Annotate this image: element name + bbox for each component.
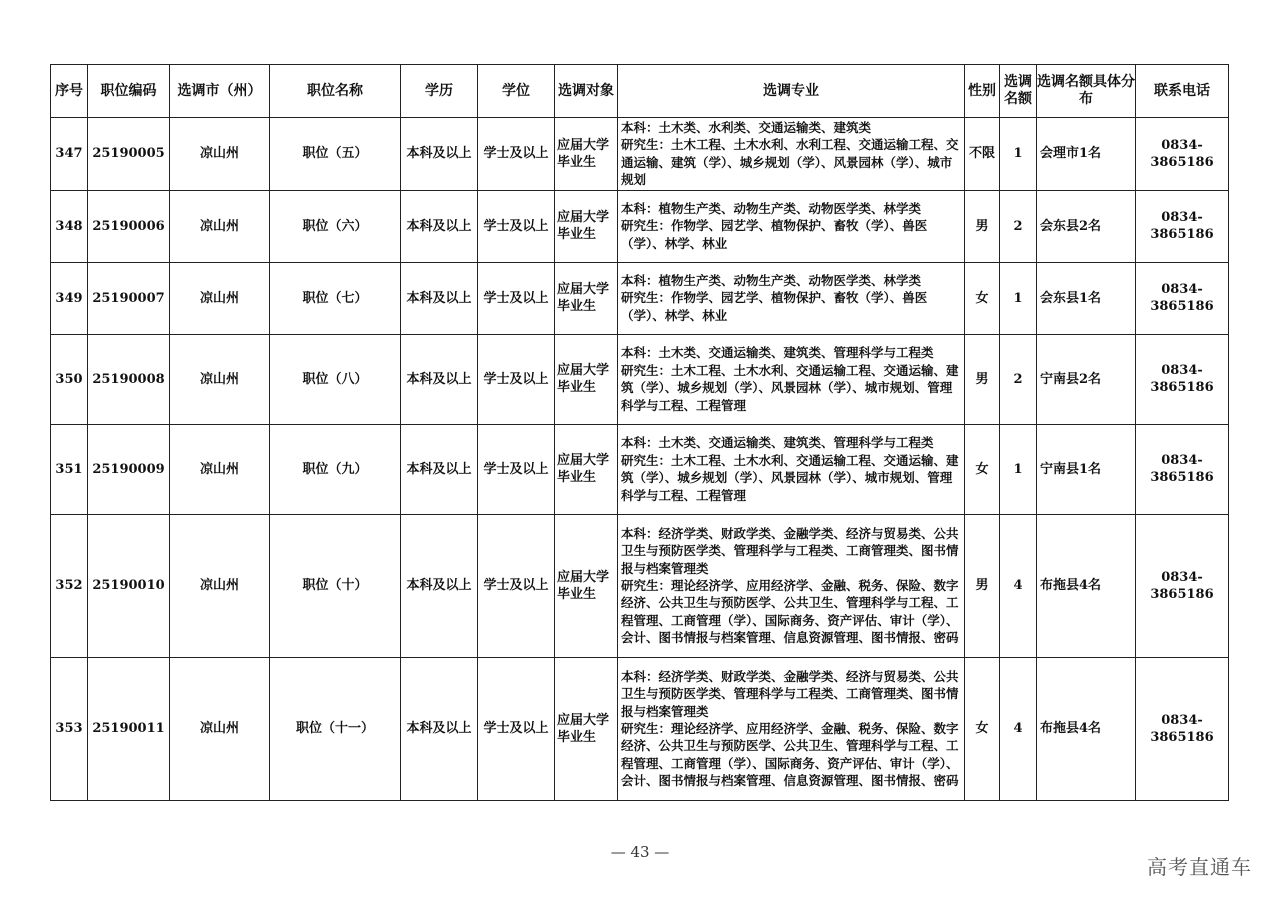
cell-quota: 1 <box>1000 424 1037 514</box>
table-row <box>51 118 1229 191</box>
cell-phone: 0834-3865186 <box>1136 334 1229 424</box>
page-number: — 43 — <box>610 843 670 861</box>
cell-degree: 学士及以上 <box>478 262 555 334</box>
cell-education: 本科及以上 <box>401 262 478 334</box>
table-row <box>51 514 1229 657</box>
header-quota: 选调名额 <box>1000 65 1037 118</box>
cell-education: 本科及以上 <box>401 514 478 657</box>
cell-gender: 男 <box>965 190 1000 262</box>
cell-phone: 0834-3865186 <box>1136 118 1229 191</box>
cell-phone: 0834-3865186 <box>1136 424 1229 514</box>
cell-target: 应届大学毕业生 <box>555 334 618 424</box>
cell-education: 本科及以上 <box>401 118 478 191</box>
cell-gender: 女 <box>965 657 1000 800</box>
cell-allocation: 布拖县4名 <box>1037 514 1136 657</box>
cell-quota: 4 <box>1000 514 1037 657</box>
cell-seq: 351 <box>51 424 88 514</box>
cell-major: 本科：土木类、水利类、交通运输类、建筑类 研究生：土木工程、土木水利、水利工程、交通运输工程、交通运输、建筑（学）、城乡规划（学）、风景园林（学）、城市规划 <box>618 118 965 191</box>
cell-city: 凉山州 <box>170 334 270 424</box>
header-education: 学历 <box>401 65 478 118</box>
cell-allocation: 会东县2名 <box>1037 190 1136 262</box>
position-table <box>50 64 1229 801</box>
cell-major: 本科：经济学类、财政学类、金融学类、经济与贸易类、公共卫生与预防医学类、管理科学与工程类、工商管理类、图书情报与档案管理类 研究生：理论经济学、应用经济学、金融、税务、保险、数字经济、公共卫生与预防医学、公共卫生、管理科学与工程、工程管理、工商管理（学）、国际商务、资产评估、审计（学）、会计、图书情报与档案管理、信息资源管理、图书情报、密码 <box>618 514 965 657</box>
table-row <box>51 262 1229 334</box>
cell-city: 凉山州 <box>170 514 270 657</box>
cell-education: 本科及以上 <box>401 424 478 514</box>
table-header-row <box>51 65 1229 118</box>
table-row <box>51 334 1229 424</box>
cell-position-name: 职位（九） <box>270 424 401 514</box>
cell-allocation: 会东县1名 <box>1037 262 1136 334</box>
cell-code: 25190005 <box>88 118 170 191</box>
cell-education: 本科及以上 <box>401 657 478 800</box>
table-row <box>51 657 1229 800</box>
cell-degree: 学士及以上 <box>478 334 555 424</box>
cell-city: 凉山州 <box>170 118 270 191</box>
cell-target: 应届大学毕业生 <box>555 190 618 262</box>
cell-seq: 353 <box>51 657 88 800</box>
cell-city: 凉山州 <box>170 190 270 262</box>
cell-major: 本科：经济学类、财政学类、金融学类、经济与贸易类、公共卫生与预防医学类、管理科学与工程类、工商管理类、图书情报与档案管理类 研究生：理论经济学、应用经济学、金融、税务、保险、数字经济、公共卫生与预防医学、公共卫生、管理科学与工程、工程管理、工商管理（学）、国际商务、资产评估、审计（学）、会计、图书情报与档案管理、信息资源管理、图书情报、密码 <box>618 657 965 800</box>
cell-seq: 349 <box>51 262 88 334</box>
cell-gender: 女 <box>965 262 1000 334</box>
header-degree: 学位 <box>478 65 555 118</box>
cell-allocation: 宁南县2名 <box>1037 334 1136 424</box>
cell-quota: 1 <box>1000 262 1037 334</box>
cell-code: 25190006 <box>88 190 170 262</box>
cell-quota: 1 <box>1000 118 1037 191</box>
cell-gender: 不限 <box>965 118 1000 191</box>
header-position-name: 职位名称 <box>270 65 401 118</box>
cell-quota: 2 <box>1000 190 1037 262</box>
cell-target: 应届大学毕业生 <box>555 424 618 514</box>
cell-allocation: 布拖县4名 <box>1037 657 1136 800</box>
cell-major: 本科：植物生产类、动物生产类、动物医学类、林学类 研究生：作物学、园艺学、植物保护、畜牧（学）、兽医（学）、林学、林业 <box>618 190 965 262</box>
cell-major: 本科：植物生产类、动物生产类、动物医学类、林学类 研究生：作物学、园艺学、植物保护、畜牧（学）、兽医（学）、林学、林业 <box>618 262 965 334</box>
cell-allocation: 宁南县1名 <box>1037 424 1136 514</box>
cell-seq: 347 <box>51 118 88 191</box>
cell-quota: 4 <box>1000 657 1037 800</box>
cell-code: 25190009 <box>88 424 170 514</box>
cell-degree: 学士及以上 <box>478 118 555 191</box>
cell-position-name: 职位（六） <box>270 190 401 262</box>
cell-code: 25190008 <box>88 334 170 424</box>
table-row <box>51 190 1229 262</box>
cell-phone: 0834-3865186 <box>1136 262 1229 334</box>
header-gender: 性别 <box>965 65 1000 118</box>
table-row <box>51 424 1229 514</box>
header-city: 选调市（州） <box>170 65 270 118</box>
cell-major: 本科：土木类、交通运输类、建筑类、管理科学与工程类 研究生：土木工程、土木水利、交通运输工程、交通运输、建筑（学）、城乡规划（学）、风景园林（学）、城市规划、管理科学与工程、工程管理 <box>618 424 965 514</box>
cell-education: 本科及以上 <box>401 334 478 424</box>
cell-city: 凉山州 <box>170 424 270 514</box>
cell-position-name: 职位（十一） <box>270 657 401 800</box>
cell-phone: 0834-3865186 <box>1136 190 1229 262</box>
header-seq: 序号 <box>51 65 88 118</box>
cell-city: 凉山州 <box>170 262 270 334</box>
cell-degree: 学士及以上 <box>478 514 555 657</box>
cell-code: 25190007 <box>88 262 170 334</box>
watermark: 高考直通车 <box>1147 855 1252 879</box>
cell-target: 应届大学毕业生 <box>555 262 618 334</box>
cell-phone: 0834-3865186 <box>1136 657 1229 800</box>
header-code: 职位编码 <box>88 65 170 118</box>
cell-seq: 348 <box>51 190 88 262</box>
cell-major: 本科：土木类、交通运输类、建筑类、管理科学与工程类 研究生：土木工程、土木水利、交通运输工程、交通运输、建筑（学）、城乡规划（学）、风景园林（学）、城市规划、管理科学与工程、工程管理 <box>618 334 965 424</box>
cell-gender: 男 <box>965 334 1000 424</box>
cell-target: 应届大学毕业生 <box>555 514 618 657</box>
cell-code: 25190011 <box>88 657 170 800</box>
cell-education: 本科及以上 <box>401 190 478 262</box>
cell-seq: 352 <box>51 514 88 657</box>
cell-position-name: 职位（八） <box>270 334 401 424</box>
cell-position-name: 职位（五） <box>270 118 401 191</box>
cell-target: 应届大学毕业生 <box>555 657 618 800</box>
header-allocation: 选调名额具体分布 <box>1037 65 1136 118</box>
cell-phone: 0834-3865186 <box>1136 514 1229 657</box>
cell-degree: 学士及以上 <box>478 657 555 800</box>
cell-target: 应届大学毕业生 <box>555 118 618 191</box>
cell-degree: 学士及以上 <box>478 424 555 514</box>
cell-degree: 学士及以上 <box>478 190 555 262</box>
cell-gender: 女 <box>965 424 1000 514</box>
cell-code: 25190010 <box>88 514 170 657</box>
cell-allocation: 会理市1名 <box>1037 118 1136 191</box>
cell-seq: 350 <box>51 334 88 424</box>
cell-city: 凉山州 <box>170 657 270 800</box>
cell-gender: 男 <box>965 514 1000 657</box>
header-target: 选调对象 <box>555 65 618 118</box>
cell-position-name: 职位（十） <box>270 514 401 657</box>
cell-position-name: 职位（七） <box>270 262 401 334</box>
header-phone: 联系电话 <box>1136 65 1229 118</box>
header-major: 选调专业 <box>618 65 965 118</box>
cell-quota: 2 <box>1000 334 1037 424</box>
